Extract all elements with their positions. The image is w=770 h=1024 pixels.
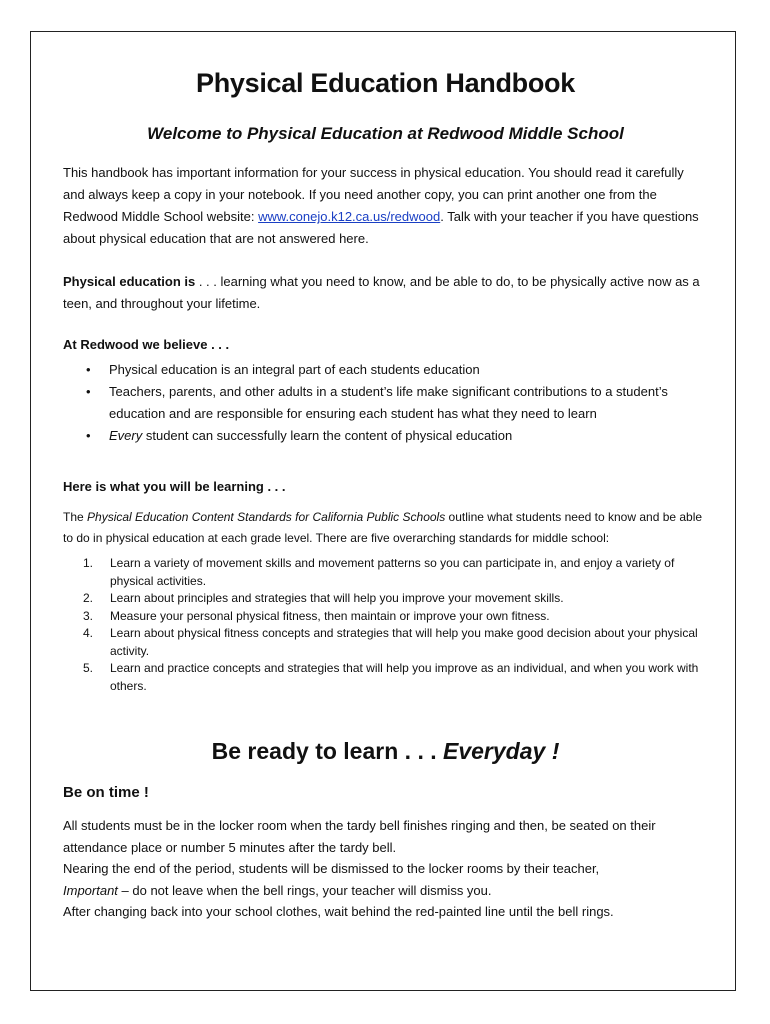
on-time-line: After changing back into your school clothes, wait behind the red-painted line until the bell rings. <box>63 904 614 919</box>
list-item <box>63 590 708 608</box>
on-time-line: Nearing the end of the period, students will be dismissed to the locker rooms by their teacher, <box>63 861 600 876</box>
ready-heading-emphasis: Everyday ! <box>443 738 560 764</box>
list-item-text: Physical education is an integral part of each students education <box>109 362 480 377</box>
standards-intro-before: The <box>63 510 88 524</box>
ready-heading <box>63 738 708 765</box>
pe-definition-paragraph <box>63 271 708 315</box>
list-item <box>63 425 708 447</box>
list-item-text: Teachers, parents, and other adults in a student’s life make significant contributions to a student’s education and are responsible for ensuring each student has what they need to learn <box>109 384 668 421</box>
list-item <box>63 660 708 695</box>
list-item <box>63 359 708 381</box>
believe-list <box>63 359 708 447</box>
list-item <box>63 555 708 590</box>
believe-heading: At Redwood we believe . . . <box>63 337 230 352</box>
intro-text-before-link: This handbook has important information for your success in physical education. You should read it carefully and always keep a copy in your notebook. If you need another copy, you can print another one from the Redwood Middle School website: <box>63 165 684 224</box>
list-item-number: 4. <box>83 626 94 640</box>
standards-intro-after: outline what students need to know and be able to do in physical education at each grade level. There are five overarching standards for middle school: <box>63 510 703 545</box>
standards-document-title: Physical Education Content Standards for California Public Schools <box>87 510 446 524</box>
intro-paragraph <box>63 162 708 250</box>
list-item-number: 2. <box>83 591 94 605</box>
standards-intro-paragraph <box>63 507 708 549</box>
important-label: Important <box>63 882 118 898</box>
redwood-website-link[interactable]: www.conejo.k12.ca.us/redwood <box>258 209 441 224</box>
bullet-icon: • <box>86 362 91 377</box>
standards-list <box>63 555 708 695</box>
list-item-text: Measure your personal physical fitness, then maintain or improve your own fitness. <box>110 608 550 623</box>
pe-definition-text: . . . learning what you need to know, and be able to do, to be physically active now as a teen, and throughout your lifetime. <box>63 274 700 311</box>
on-time-body <box>63 815 708 923</box>
on-time-line-text: – do not leave when the bell rings, your teacher will dismiss you. <box>117 882 492 898</box>
list-item-text: Learn about principles and strategies that will help you improve your movement skills. <box>110 591 564 605</box>
bullet-icon: • <box>86 428 91 443</box>
on-time-heading: Be on time ! <box>63 784 149 801</box>
page-title: Physical Education Handbook <box>196 68 575 98</box>
list-item-text: student can successfully learn the content of physical education <box>142 428 513 443</box>
on-time-line: All students must be in the locker room when the tardy bell finishes ringing and then, be seated on their attendance place or number 5 minutes after the tardy bell. <box>63 818 656 855</box>
list-item-emphasis: Every <box>109 428 143 443</box>
ready-heading-lead: Be ready to learn . . . <box>211 738 443 764</box>
list-item-text: Learn about physical fitness concepts and strategies that will help you make good decision about your physical activity. <box>110 626 698 658</box>
list-item <box>63 625 708 660</box>
list-item <box>63 381 708 425</box>
on-time-line <box>63 880 708 902</box>
list-item-number: 5. <box>83 661 94 675</box>
learning-heading: Here is what you will be learning . . . <box>63 479 286 494</box>
list-item-text: Learn and practice concepts and strategies that will help you improve as an individual, and when you work with others. <box>110 661 699 693</box>
list-item-number: 1. <box>83 556 94 570</box>
pe-definition-lead: Physical education is <box>63 274 196 289</box>
list-item-number: 3. <box>83 608 94 623</box>
bullet-icon: • <box>86 384 91 399</box>
page-subtitle: Welcome to Physical Education at Redwood Middle School <box>147 124 624 143</box>
intro-text-after-link: . Talk with your teacher if you have questions about physical education that are not answered here. <box>63 209 699 246</box>
list-item <box>63 608 708 626</box>
list-item-text: Learn a variety of movement skills and movement patterns so you can participate in, and enjoy a variety of physical activities. <box>110 556 675 588</box>
